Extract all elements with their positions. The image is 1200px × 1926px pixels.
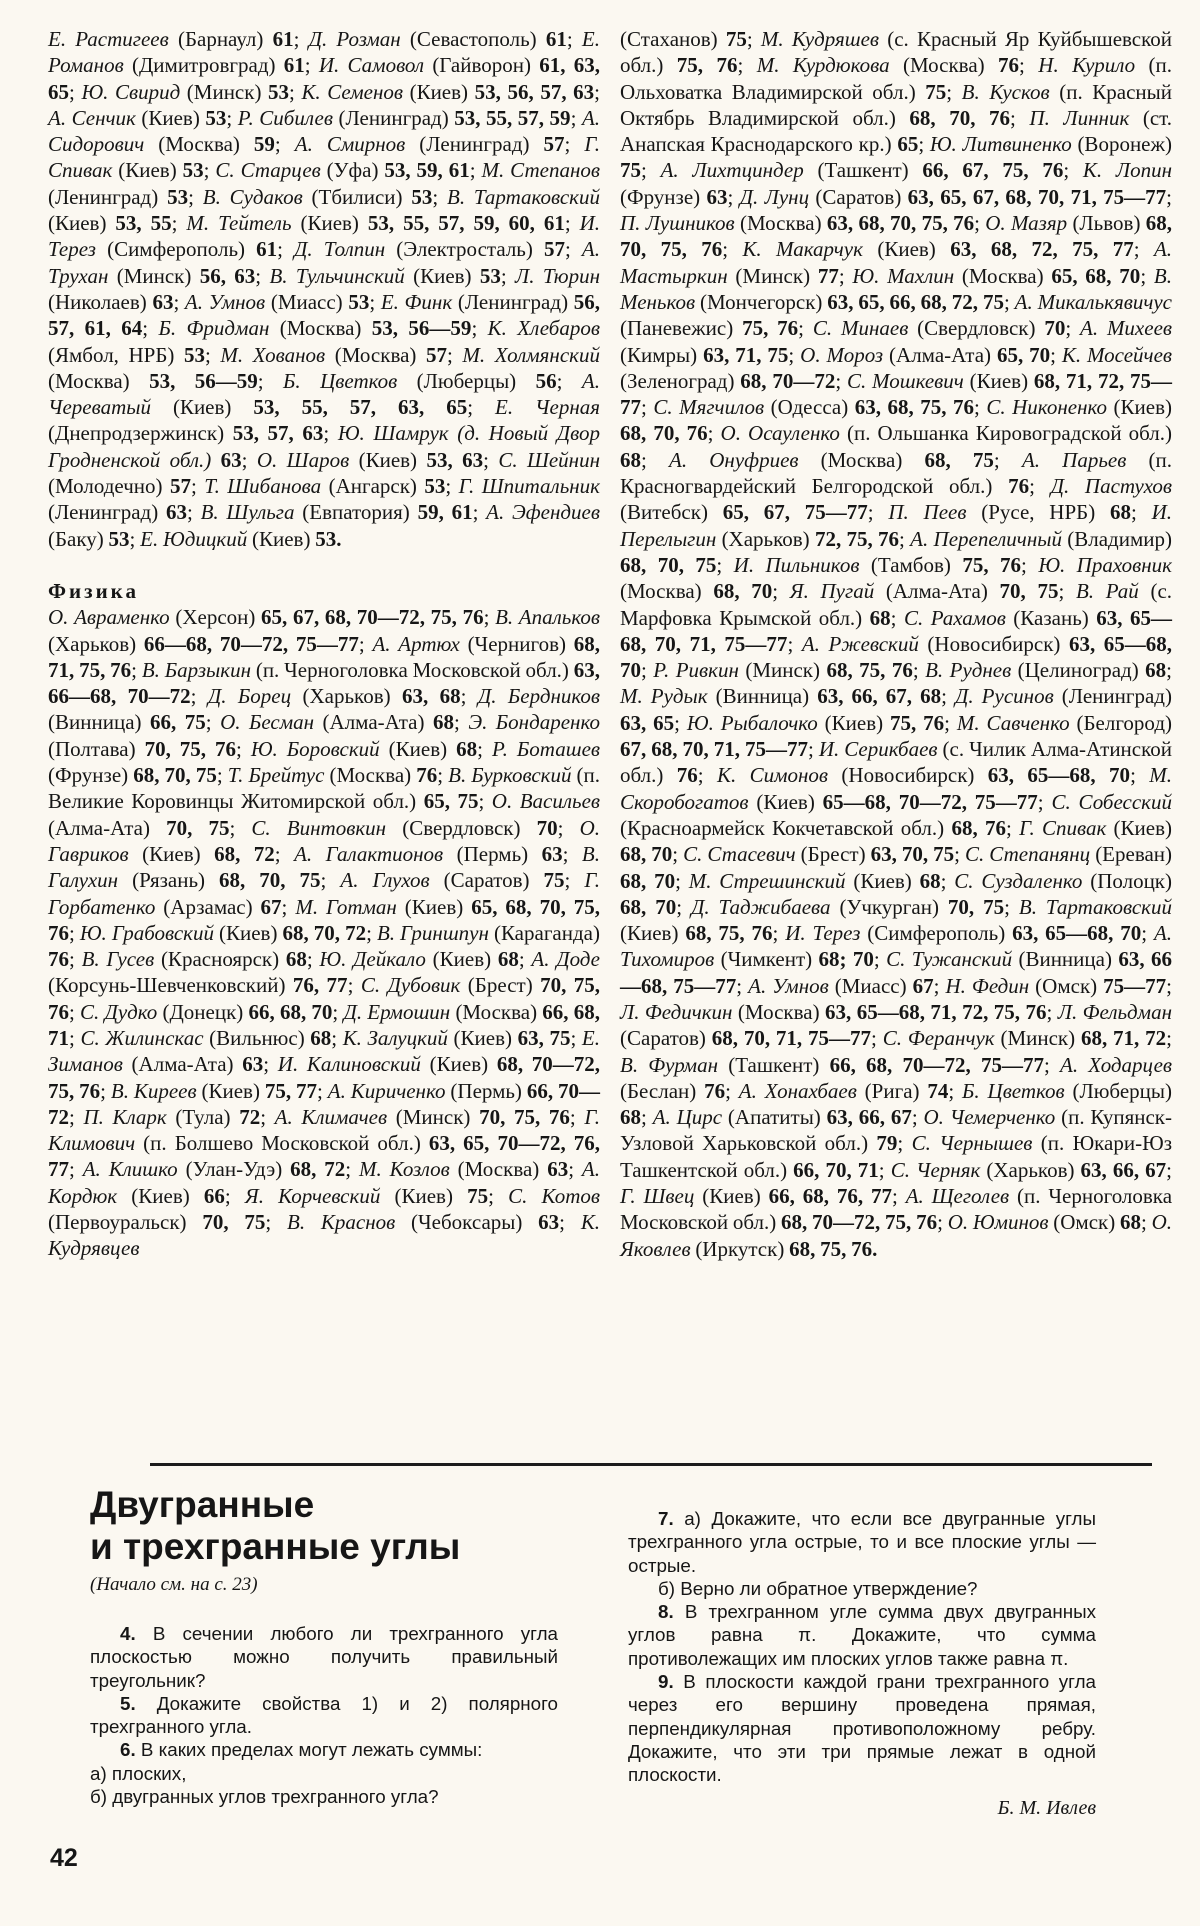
- problem-text: а) Докажите, что если все двугранные углы трехгранного угла острые, то и все плоские углы — острые.: [628, 1508, 1096, 1576]
- physics-winners-list: О. Авраменко (Херсон) 65, 67, 68, 70—72, 75, 76; В. Апальков (Харьков) 66—68, 70—72, 75—77; А. Артюх (Чернигов) 68, 71, 75, 76; В. Барзыкин (п. Черноголовка Московской обл.) 63, 66—68, 70—72; Д. Борец (Харьков) 63, 68; Д. Бердников (Винница) 66, 75; О. Бесман (Алма-Ата) 68; Э. Бондаренко (Полтава) 70, 75, 76; Ю. Боровский (Киев) 68; Р. Боташев (Фрунзе) 68, 70, 75; Т. Брейтус (Москва) 76; В. Бурковский (п. Великие Коровинцы Житомирской обл.) 65, 75; О. Васильев (Алма-Ата) 70, 75; С. Винтовкин (Свердловск) 70; О. Гавриков (Киев) 68, 72; А. Галактионов (Пермь) 63; В. Галухин (Рязань) 68, 70, 75; А. Глухов (Саратов) 75; Г. Горбатенко (Арзамас) 67; М. Готман (Киев) 65, 68, 70, 75, 76; Ю. Грабовский (Киев) 68, 70, 72; В. Гриншпун (Караганда) 76; В. Гусев (Красноярск) 68; Ю. Дейкало (Киев) 68; А. Доде (Корсунь-Шевченковский) 76, 77; С. Дубовик (Брест) 70, 75, 76; С. Дудко (Донецк) 66, 68, 70; Д. Ермошин (Москва) 66, 68, 71; С. Жилинскас (Вильнюс) 68; К. Залуцкий (Киев) 63, 75; Е. Зиманов (Алма-Ата) 63; И. Калиновский (Киев) 68, 70—72, 75, 76; В. Киреев (Киев) 75, 77; А. Кириченко (Пермь) 66, 70—72; П. Кларк (Тула) 72; А. Климачев (Минск) 70, 75, 76; Г. Климович (п. Болшево Московской обл.) 63, 65, 70—72, 76, 77; А. Клишко (Улан-Удэ) 68, 72; М. Козлов (Москва) 63; А. Кордюк (Киев) 66; Я. Корчевский (Киев) 75; С. Котов (Первоуральск) 70, 75; В. Краснов (Чебоксары) 63; К. Кудрявцев: [48, 605, 601, 1261]
- problem-text: В плоскости каждой грани трехгранного угла через его вершину проведена прямая, перпендикулярная противоположному ребру. Докажите, что эти три прямые лежат в одной плоскости.: [628, 1671, 1096, 1786]
- article-left-column: [90, 1622, 558, 1808]
- problem-5: [90, 1692, 558, 1739]
- problem-number: 7.: [658, 1508, 674, 1529]
- physics-winners-continued: (Стаханов) 75; М. Кудряшев (с. Красный Яр Куйбышевской обл.) 75, 76; М. Курдюкова (Москва) 76; Н. Курило (п. Ольховатка Владимирской обл.) 75; В. Кусков (п. Красный Октябрь Владимирской обл.) 68, 70, 76; П. Линник (ст. Анапская Краснодарского кр.) 65; Ю. Литвиненко (Воронеж) 75; А. Лихтциндер (Ташкент) 66, 67, 75, 76; К. Лопин (Фрунзе) 63; Д. Лунц (Саратов) 63, 65, 67, 68, 70, 71, 75—77; П. Лушников (Москва) 63, 68, 70, 75, 76; О. Мазяр (Львов) 68, 70, 75, 76; К. Макарчук (Киев) 63, 68, 72, 75, 77; А. Мастыркин (Минск) 77; Ю. Махлин (Москва) 65, 68, 70; В. Меньков (Мончегорск) 63, 65, 66, 68, 72, 75; А. Микалькявичус (Паневежис) 75, 76; С. Минаев (Свердловск) 70; А. Михеев (Кимры) 63, 71, 75; О. Мороз (Алма-Ата) 65, 70; К. Мосейчев (Зеленоград) 68, 70—72; С. Мошкевич (Киев) 68, 71, 72, 75—77; С. Мягчилов (Одесса) 63, 68, 75, 76; С. Никоненко (Киев) 68, 70, 76; О. Осауленко (п. Ольшанка Кировоградской обл.) 68; А. Онуфриев (Москва) 68, 75; А. Парьев (п. Красногвардейский Белгородской обл.) 76; Д. Пастухов (Витебск) 65, 67, 75—77; П. Пеев (Русе, НРБ) 68; И. Перелыгин (Харьков) 72, 75, 76; А. Перепеличный (Владимир) 68, 70, 75; И. Пильников (Тамбов) 75, 76; Ю. Праховник (Москва) 68, 70; Я. Пугай (Алма-Ата) 70, 75; В. Рай (с. Марфовка Крымской обл.) 68; С. Рахамов (Казань) 63, 65—68, 70, 71, 75—77; А. Ржевский (Новосибирск) 63, 65—68, 70; Р. Ривкин (Минск) 68, 75, 76; В. Руднев (Целиноград) 68; М. Рудык (Винница) 63, 66, 67, 68; Д. Русинов (Ленинград) 63, 65; Ю. Рыбалочко (Киев) 75, 76; М. Савченко (Белгород) 67, 68, 70, 71, 75—77; И. Серикбаев (с. Чилик Алма-Атинской обл.) 76; К. Симонов (Новосибирск) 63, 65—68, 70; М. Скоробогатов (Киев) 65—68, 70—72, 75—77; С. Собесский (Красноармейск Кокчетавской обл.) 68, 76; Г. Спивак (Киев) 68, 70; С. Стасевич (Брест) 63, 70, 75; С. Степанянц (Ереван) 68, 70; М. Стрешинский (Киев) 68; С. Суздаленко (Полоцк) 68, 70; Д. Таджибаева (Учкурган) 70, 75; В. Тартаковский (Киев) 68, 75, 76; И. Терез (Симферополь) 63, 65—68, 70; А. Тихомиров (Чимкент) 68; 70; С. Тужанский (Винница) 63, 66—68, 75—77; А. Умнов (Миасс) 67; Н. Федин (Омск) 75—77; Л. Федичкин (Москва) 63, 65—68, 71, 72, 75, 76; Л. Фельдман (Саратов) 68, 70, 71, 75—77; С. Феранчук (Минск) 68, 71, 72; В. Фурман (Ташкент) 66, 68, 70—72, 75—77; А. Ходарцев (Беслан) 76; А. Хонахбаев (Рига) 74; Б. Цветков (Люберцы) 68; А. Цирс (Апатиты) 63, 66, 67; О. Чемерченко (п. Купянск-Узловой Харьковской обл.) 79; С. Чернышев (п. Юкари-Юз Ташкентской обл.) 66, 70, 71; С. Черняк (Харьков) 63, 66, 67; Г. Швец (Киев) 66, 68, 76, 77; А. Щеголев (п. Черноголовка Московской обл.) 68, 70—72, 75, 76; О. Юминов (Омск) 68; О. Яковлев (Иркутск) 68, 75, 76.: [620, 27, 1173, 1261]
- problem-number: 4.: [120, 1623, 136, 1644]
- problem-number: 9.: [658, 1671, 674, 1693]
- article-continuation-note: (Начало см. на с. 23): [90, 1574, 258, 1595]
- problem-8: [628, 1600, 1096, 1670]
- winners-list-left-column: [48, 26, 600, 1262]
- problem-text: В трехгранном угле сумма двух двугранных углов равна π. Докажите, что сумма противолежащих им плоских углов также равна π.: [628, 1601, 1096, 1669]
- problem-number: 5.: [120, 1692, 136, 1714]
- section-divider: [150, 1463, 1152, 1466]
- winners-list-right-column: [620, 26, 1172, 1262]
- problem-7-part-b: б) Верно ли обратное утверждение?: [658, 1577, 978, 1599]
- problem-6-option-a: а) плоских,: [90, 1762, 187, 1784]
- problem-7: [628, 1507, 1096, 1577]
- page-number: 42: [50, 1844, 78, 1872]
- article-title-line-1: Двугранные: [90, 1484, 315, 1525]
- problem-6-option-b: б) двугранных углов трехгранного угла?: [90, 1786, 439, 1808]
- article-title-line-2: и трехгранные углы: [90, 1526, 461, 1567]
- physics-section-heading: Физика: [48, 578, 139, 603]
- problem-text: Докажите свойства 1) и 2) полярного трехгранного угла.: [90, 1692, 558, 1738]
- problem-4: [90, 1622, 558, 1692]
- problem-text: В сечении любого ли трехгранного угла плоскостью можно получить правильный треугольник?: [90, 1623, 558, 1691]
- problem-number: 6.: [120, 1739, 136, 1761]
- article-author: Б. М. Ивлев: [997, 1796, 1096, 1819]
- article-right-column: [628, 1507, 1096, 1820]
- problem-9: [628, 1670, 1096, 1786]
- problem-text: В каких пределах могут лежать суммы:: [140, 1739, 483, 1761]
- math-winners-continued: Е. Растигеев (Барнаул) 61; Д. Розман (Севастополь) 61; Е. Романов (Димитровград) 61; И. Самовол (Гайворон) 61, 63, 65; Ю. Свирид (Минск) 53; К. Семенов (Киев) 53, 56, 57, 63; А. Сенчик (Киев) 53; Р. Сибилев (Ленинград) 53, 55, 57, 59; А. Сидорович (Москва) 59; А. Смирнов (Ленинград) 57; Г. Спивак (Киев) 53; С. Старцев (Уфа) 53, 59, 61; М. Степанов (Ленинград) 53; В. Судаков (Тбилиси) 53; В. Тартаковский (Киев) 53, 55; М. Тейтель (Киев) 53, 55, 57, 59, 60, 61; И. Терез (Симферополь) 61; Д. Толпин (Электросталь) 57; А. Трухан (Минск) 56, 63; В. Тульчинский (Киев) 53; Л. Тюрин (Николаев) 63; А. Умнов (Миасс) 53; Е. Финк (Ленинград) 56, 57, 61, 64; Б. Фридман (Москва) 53, 56—59; К. Хлебаров (Ямбол, НРБ) 53; М. Хованов (Москва) 57; М. Холмянский (Москва) 53, 56—59; Б. Цветков (Люберцы) 56; А. Череватый (Киев) 53, 55, 57, 63, 65; Е. Черная (Днепродзержинск) 53, 57, 63; Ю. Шамрук (д. Новый Двор Гродненской обл.) 63; О. Шаров (Киев) 53, 63; С. Шейнин (Молодечно) 57; Т. Шибанова (Ангарск) 53; Г. Шпитальник (Ленинград) 63; В. Шульга (Евпатория) 59, 61; А. Эфендиев (Баку) 53; Е. Юдицкий (Киев) 53.: [48, 27, 601, 551]
- problem-6: [90, 1738, 558, 1761]
- article-title: [90, 1484, 460, 1568]
- problem-number: 8.: [658, 1601, 674, 1623]
